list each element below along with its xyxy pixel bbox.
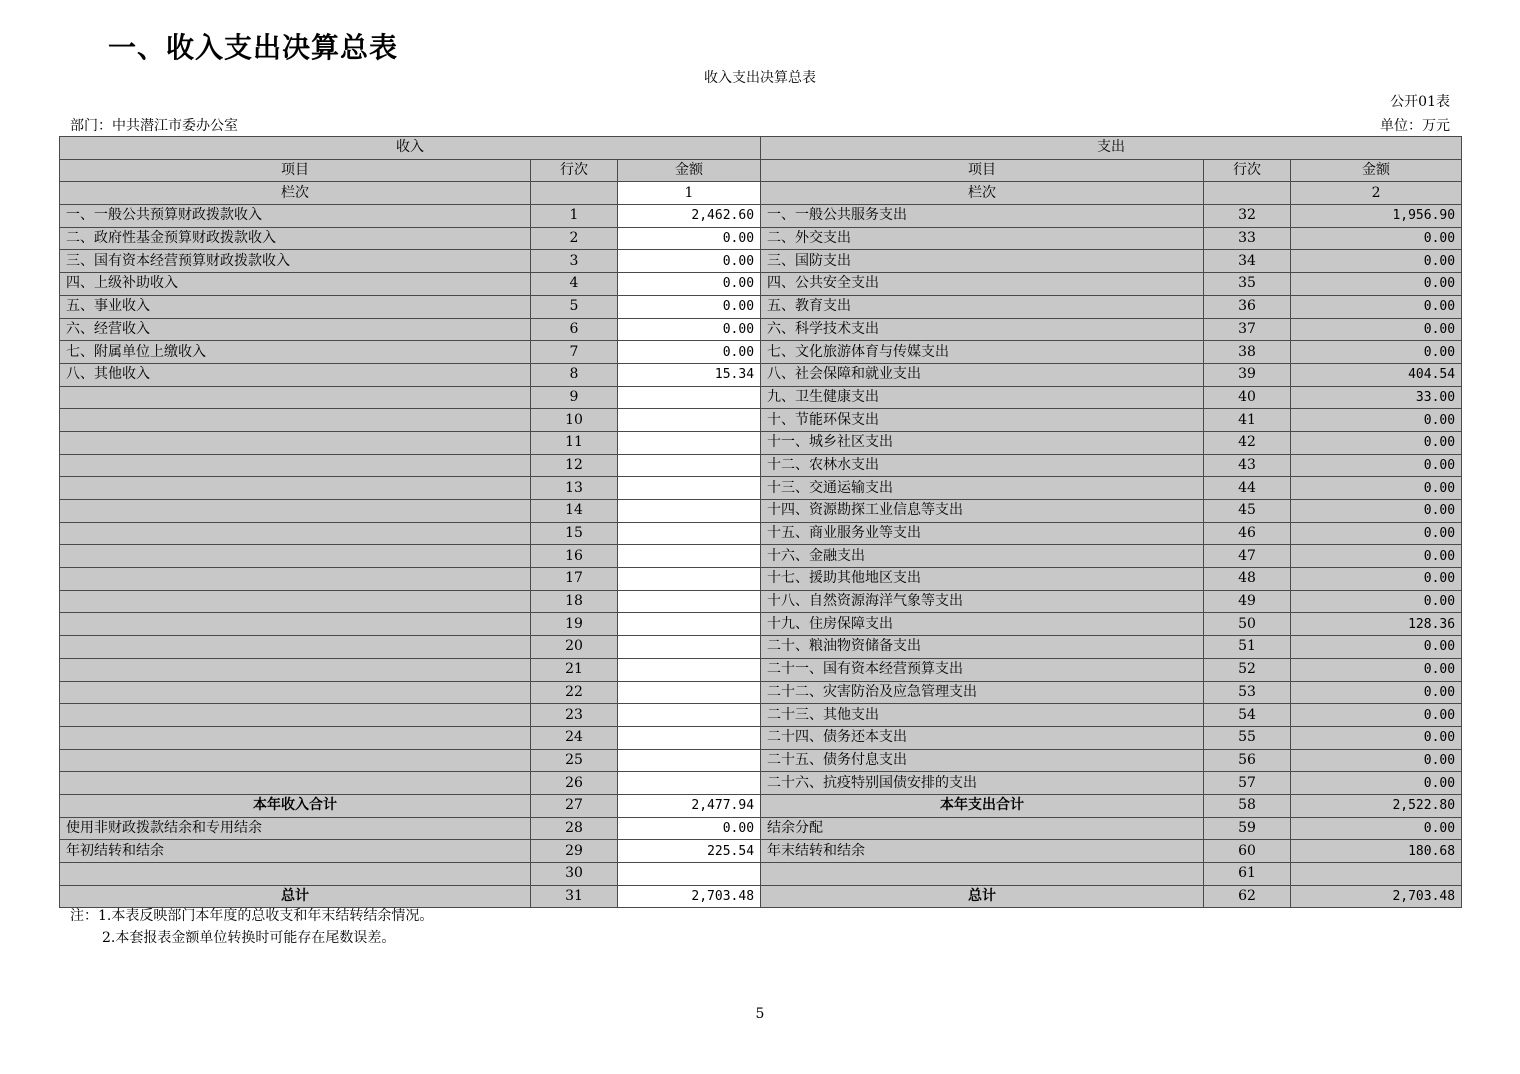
expense-item-cell: 二十、粮油物资储备支出 (761, 636, 1204, 659)
income-amount-cell: 0.00 (618, 817, 761, 840)
table-row (60, 409, 1462, 432)
expense-row-no-header: 行次 (1204, 159, 1291, 182)
expense-item-cell: 十二、农林水支出 (761, 454, 1204, 477)
income-row-no-cell: 1 (531, 205, 618, 228)
expense-section-header: 支出 (761, 137, 1462, 160)
table-row (60, 454, 1462, 477)
income-amount-cell (618, 409, 761, 432)
income-item-cell: 年初结转和结余 (60, 840, 531, 863)
expense-amount-cell: 33.00 (1291, 386, 1462, 409)
income-item-cell: 使用非财政拨款结余和专用结余 (60, 817, 531, 840)
table-row (60, 477, 1462, 500)
income-row-no-cell: 8 (531, 363, 618, 386)
income-item-cell (60, 749, 531, 772)
income-item-cell (60, 726, 531, 749)
expense-item-cell: 二十五、债务付息支出 (761, 749, 1204, 772)
expense-row-no-cell: 54 (1204, 704, 1291, 727)
income-item-cell: 六、经营收入 (60, 318, 531, 341)
expense-row-no-cell: 48 (1204, 568, 1291, 591)
table-row (60, 341, 1462, 364)
income-amount-cell: 0.00 (618, 341, 761, 364)
expense-item-cell: 十四、资源勘探工业信息等支出 (761, 500, 1204, 523)
table-row (60, 749, 1462, 772)
expense-amount-cell: 0.00 (1291, 341, 1462, 364)
expense-amount-cell: 0.00 (1291, 545, 1462, 568)
income-item-cell (60, 772, 531, 795)
table-row (60, 386, 1462, 409)
income-amount-cell: 2,462.60 (618, 205, 761, 228)
income-amount-cell: 0.00 (618, 250, 761, 273)
expense-item-cell: 一、一般公共服务支出 (761, 205, 1204, 228)
expense-row-no-cell: 59 (1204, 817, 1291, 840)
income-item-cell (60, 386, 531, 409)
table-row (60, 568, 1462, 591)
expense-row-no-cell: 52 (1204, 658, 1291, 681)
income-amount-cell (618, 431, 761, 454)
income-amount-cell (618, 636, 761, 659)
income-row-no-cell: 26 (531, 772, 618, 795)
expense-row-no-cell: 37 (1204, 318, 1291, 341)
income-row-no-cell: 5 (531, 295, 618, 318)
expense-amount-cell: 0.00 (1291, 726, 1462, 749)
income-row-no-cell: 24 (531, 726, 618, 749)
income-item-cell (60, 545, 531, 568)
expense-amount-cell: 0.00 (1291, 568, 1462, 591)
page-number: 5 (755, 1006, 765, 1022)
expense-amount-cell (1291, 863, 1462, 886)
expense-item-cell: 九、卫生健康支出 (761, 386, 1204, 409)
expense-item-cell: 十五、商业服务业等支出 (761, 522, 1204, 545)
table-row (60, 817, 1462, 840)
income-row-no-cell: 18 (531, 590, 618, 613)
income-amount-cell: 0.00 (618, 318, 761, 341)
income-row-no-cell: 30 (531, 863, 618, 886)
income-column-label: 栏次 (60, 182, 531, 205)
expense-item-cell: 十八、自然资源海洋气象等支出 (761, 590, 1204, 613)
expense-amount-cell: 0.00 (1291, 250, 1462, 273)
income-item-cell: 总计 (60, 885, 531, 908)
expense-amount-cell: 0.00 (1291, 817, 1462, 840)
income-row-no-cell: 19 (531, 613, 618, 636)
income-row-no-cell: 7 (531, 341, 618, 364)
expense-item-cell: 二、外交支出 (761, 227, 1204, 250)
income-row-no-cell: 23 (531, 704, 618, 727)
expense-amount-cell: 0.00 (1291, 681, 1462, 704)
expense-item-cell: 十七、援助其他地区支出 (761, 568, 1204, 591)
expense-amount-header: 金额 (1291, 159, 1462, 182)
expense-item-cell: 六、科学技术支出 (761, 318, 1204, 341)
table-row (60, 704, 1462, 727)
income-row-no-cell: 13 (531, 477, 618, 500)
expense-amount-cell: 0.00 (1291, 658, 1462, 681)
income-item-cell (60, 636, 531, 659)
income-amount-cell (618, 454, 761, 477)
income-amount-cell: 0.00 (618, 227, 761, 250)
expense-amount-cell: 0.00 (1291, 704, 1462, 727)
department-label: 部门：中共潜江市委办公室 (70, 118, 238, 134)
income-item-cell (60, 477, 531, 500)
income-amount-cell (618, 590, 761, 613)
expense-row-no-cell: 45 (1204, 500, 1291, 523)
expense-row-no-cell: 61 (1204, 863, 1291, 886)
income-amount-cell (618, 772, 761, 795)
expense-item-cell: 五、教育支出 (761, 295, 1204, 318)
income-amount-cell (618, 500, 761, 523)
notes (70, 905, 433, 949)
expense-row-no-cell: 35 (1204, 273, 1291, 296)
income-row-no-cell: 16 (531, 545, 618, 568)
income-amount-cell (618, 863, 761, 886)
header-row-column-numbers (60, 182, 1462, 205)
header-row-columns (60, 159, 1462, 182)
expense-amount-cell: 2,522.80 (1291, 794, 1462, 817)
expense-item-header: 项目 (761, 159, 1204, 182)
income-row-no-cell: 11 (531, 431, 618, 454)
table-row (60, 522, 1462, 545)
table-row (60, 250, 1462, 273)
table-row (60, 681, 1462, 704)
income-amount-cell (618, 749, 761, 772)
income-item-cell (60, 454, 531, 477)
expense-amount-cell: 0.00 (1291, 522, 1462, 545)
expense-item-cell: 二十一、国有资本经营预算支出 (761, 658, 1204, 681)
income-item-cell: 七、附属单位上缴收入 (60, 341, 531, 364)
income-amount-cell (618, 681, 761, 704)
expense-item-cell: 三、国防支出 (761, 250, 1204, 273)
income-row-no-cell: 15 (531, 522, 618, 545)
expense-row-no-cell: 56 (1204, 749, 1291, 772)
expense-item-cell: 七、文化旅游体育与传媒支出 (761, 341, 1204, 364)
expense-amount-cell: 0.00 (1291, 500, 1462, 523)
expense-item-cell: 本年支出合计 (761, 794, 1204, 817)
expense-item-cell: 十六、金融支出 (761, 545, 1204, 568)
table-row (60, 658, 1462, 681)
expense-row-no-cell: 43 (1204, 454, 1291, 477)
income-amount-cell (618, 545, 761, 568)
table-row (60, 863, 1462, 886)
expense-row-no-cell: 44 (1204, 477, 1291, 500)
table-row (60, 500, 1462, 523)
expense-item-cell: 八、社会保障和就业支出 (761, 363, 1204, 386)
income-item-cell (60, 431, 531, 454)
expense-row-no-cell: 32 (1204, 205, 1291, 228)
income-item-cell: 四、上级补助收入 (60, 273, 531, 296)
expense-amount-cell: 2,703.48 (1291, 885, 1462, 908)
expense-row-no-cell: 42 (1204, 431, 1291, 454)
expense-amount-cell: 0.00 (1291, 454, 1462, 477)
table-row (60, 295, 1462, 318)
expense-row-no-cell: 40 (1204, 386, 1291, 409)
income-item-cell (60, 704, 531, 727)
expense-row-no-cell: 60 (1204, 840, 1291, 863)
expense-row-no-cell: 36 (1204, 295, 1291, 318)
expense-row-no-cell: 33 (1204, 227, 1291, 250)
income-row-no-cell: 28 (531, 817, 618, 840)
income-amount-cell: 2,703.48 (618, 885, 761, 908)
income-amount-cell: 2,477.94 (618, 794, 761, 817)
table-row (60, 431, 1462, 454)
expense-row-no-cell: 46 (1204, 522, 1291, 545)
income-row-no-cell: 14 (531, 500, 618, 523)
income-column-no: 1 (618, 182, 761, 205)
table-row (60, 273, 1462, 296)
income-row-no-cell: 22 (531, 681, 618, 704)
table-title: 收入支出决算总表 (704, 70, 816, 86)
expense-item-cell: 十九、住房保障支出 (761, 613, 1204, 636)
table-row (60, 726, 1462, 749)
expense-amount-cell: 0.00 (1291, 590, 1462, 613)
expense-row-no-cell: 47 (1204, 545, 1291, 568)
expense-item-cell: 二十二、灾害防治及应急管理支出 (761, 681, 1204, 704)
income-item-cell (60, 568, 531, 591)
expense-item-cell: 四、公共安全支出 (761, 273, 1204, 296)
expense-amount-cell: 0.00 (1291, 431, 1462, 454)
expense-amount-cell: 404.54 (1291, 363, 1462, 386)
header-row-sections (60, 137, 1462, 160)
income-item-header: 项目 (60, 159, 531, 182)
expense-amount-cell: 0.00 (1291, 273, 1462, 296)
income-amount-cell: 225.54 (618, 840, 761, 863)
income-item-cell: 三、国有资本经营预算财政拨款收入 (60, 250, 531, 273)
income-item-cell (60, 500, 531, 523)
expense-amount-cell: 0.00 (1291, 749, 1462, 772)
expense-amount-cell: 0.00 (1291, 318, 1462, 341)
income-row-no-cell: 17 (531, 568, 618, 591)
expense-amount-cell: 0.00 (1291, 636, 1462, 659)
income-row-no-cell: 29 (531, 840, 618, 863)
income-amount-cell: 0.00 (618, 295, 761, 318)
expense-row-no-cell: 49 (1204, 590, 1291, 613)
expense-row-no-cell: 58 (1204, 794, 1291, 817)
expense-item-cell: 年末结转和结余 (761, 840, 1204, 863)
income-item-cell (60, 522, 531, 545)
expense-item-cell: 总计 (761, 885, 1204, 908)
income-column-blank (531, 182, 618, 205)
income-item-cell (60, 590, 531, 613)
income-item-cell: 五、事业收入 (60, 295, 531, 318)
income-item-cell: 一、一般公共预算财政拨款收入 (60, 205, 531, 228)
income-row-no-cell: 20 (531, 636, 618, 659)
income-amount-cell (618, 386, 761, 409)
note-2: 2.本套报表金额单位转换时可能存在尾数误差。 (102, 930, 396, 946)
expense-row-no-cell: 38 (1204, 341, 1291, 364)
expense-amount-cell: 0.00 (1291, 409, 1462, 432)
table-row (60, 613, 1462, 636)
income-amount-cell (618, 477, 761, 500)
income-amount-cell (618, 726, 761, 749)
expense-amount-cell: 0.00 (1291, 477, 1462, 500)
expense-amount-cell: 180.68 (1291, 840, 1462, 863)
expense-item-cell: 十、节能环保支出 (761, 409, 1204, 432)
income-amount-cell (618, 568, 761, 591)
income-item-cell (60, 613, 531, 636)
expense-row-no-cell: 50 (1204, 613, 1291, 636)
expense-item-cell: 十三、交通运输支出 (761, 477, 1204, 500)
income-row-no-header: 行次 (531, 159, 618, 182)
expense-amount-cell: 128.36 (1291, 613, 1462, 636)
income-row-no-cell: 6 (531, 318, 618, 341)
form-code: 公开01表 (1390, 94, 1450, 110)
expense-amount-cell: 1,956.90 (1291, 205, 1462, 228)
income-amount-cell (618, 704, 761, 727)
income-row-no-cell: 4 (531, 273, 618, 296)
income-item-cell (60, 658, 531, 681)
table-row (60, 318, 1462, 341)
income-row-no-cell: 2 (531, 227, 618, 250)
expense-item-cell: 十一、城乡社区支出 (761, 431, 1204, 454)
expense-item-cell: 结余分配 (761, 817, 1204, 840)
note-1: 注：1.本表反映部门本年度的总收支和年末结转结余情况。 (70, 908, 434, 924)
expense-item-cell: 二十六、抗疫特别国债安排的支出 (761, 772, 1204, 795)
expense-row-no-cell: 62 (1204, 885, 1291, 908)
table-row (60, 545, 1462, 568)
income-row-no-cell: 3 (531, 250, 618, 273)
income-item-cell: 二、政府性基金预算财政拨款收入 (60, 227, 531, 250)
income-row-no-cell: 12 (531, 454, 618, 477)
table-row (60, 636, 1462, 659)
expense-row-no-cell: 51 (1204, 636, 1291, 659)
table-row (60, 840, 1462, 863)
expense-item-cell: 二十四、债务还本支出 (761, 726, 1204, 749)
expense-item-cell: 二十三、其他支出 (761, 704, 1204, 727)
expense-row-no-cell: 57 (1204, 772, 1291, 795)
income-row-no-cell: 10 (531, 409, 618, 432)
expense-column-label: 栏次 (761, 182, 1204, 205)
table-row (60, 205, 1462, 228)
expense-column-no: 2 (1291, 182, 1462, 205)
expense-column-blank (1204, 182, 1291, 205)
expense-item-cell (761, 863, 1204, 886)
income-amount-cell (618, 522, 761, 545)
expense-row-no-cell: 53 (1204, 681, 1291, 704)
income-amount-cell (618, 613, 761, 636)
income-section-header: 收入 (60, 137, 761, 160)
income-item-cell (60, 681, 531, 704)
expense-row-no-cell: 39 (1204, 363, 1291, 386)
income-row-no-cell: 21 (531, 658, 618, 681)
table-row (60, 772, 1462, 795)
table-row (60, 363, 1462, 386)
expense-amount-cell: 0.00 (1291, 295, 1462, 318)
income-row-no-cell: 31 (531, 885, 618, 908)
table-row (60, 227, 1462, 250)
table-row (60, 794, 1462, 817)
income-amount-cell: 0.00 (618, 273, 761, 296)
expense-row-no-cell: 55 (1204, 726, 1291, 749)
income-amount-cell: 15.34 (618, 363, 761, 386)
income-amount-cell (618, 658, 761, 681)
expense-row-no-cell: 34 (1204, 250, 1291, 273)
income-row-no-cell: 9 (531, 386, 618, 409)
table-row (60, 590, 1462, 613)
expense-amount-cell: 0.00 (1291, 227, 1462, 250)
expense-amount-cell: 0.00 (1291, 772, 1462, 795)
income-row-no-cell: 25 (531, 749, 618, 772)
income-item-cell (60, 863, 531, 886)
expense-row-no-cell: 41 (1204, 409, 1291, 432)
income-row-no-cell: 27 (531, 794, 618, 817)
unit-label: 单位：万元 (1380, 118, 1450, 134)
page-heading: 一、收入支出决算总表 (108, 31, 399, 64)
income-item-cell (60, 409, 531, 432)
income-expense-table (59, 136, 1462, 908)
income-item-cell: 本年收入合计 (60, 794, 531, 817)
income-amount-header: 金额 (618, 159, 761, 182)
income-item-cell: 八、其他收入 (60, 363, 531, 386)
